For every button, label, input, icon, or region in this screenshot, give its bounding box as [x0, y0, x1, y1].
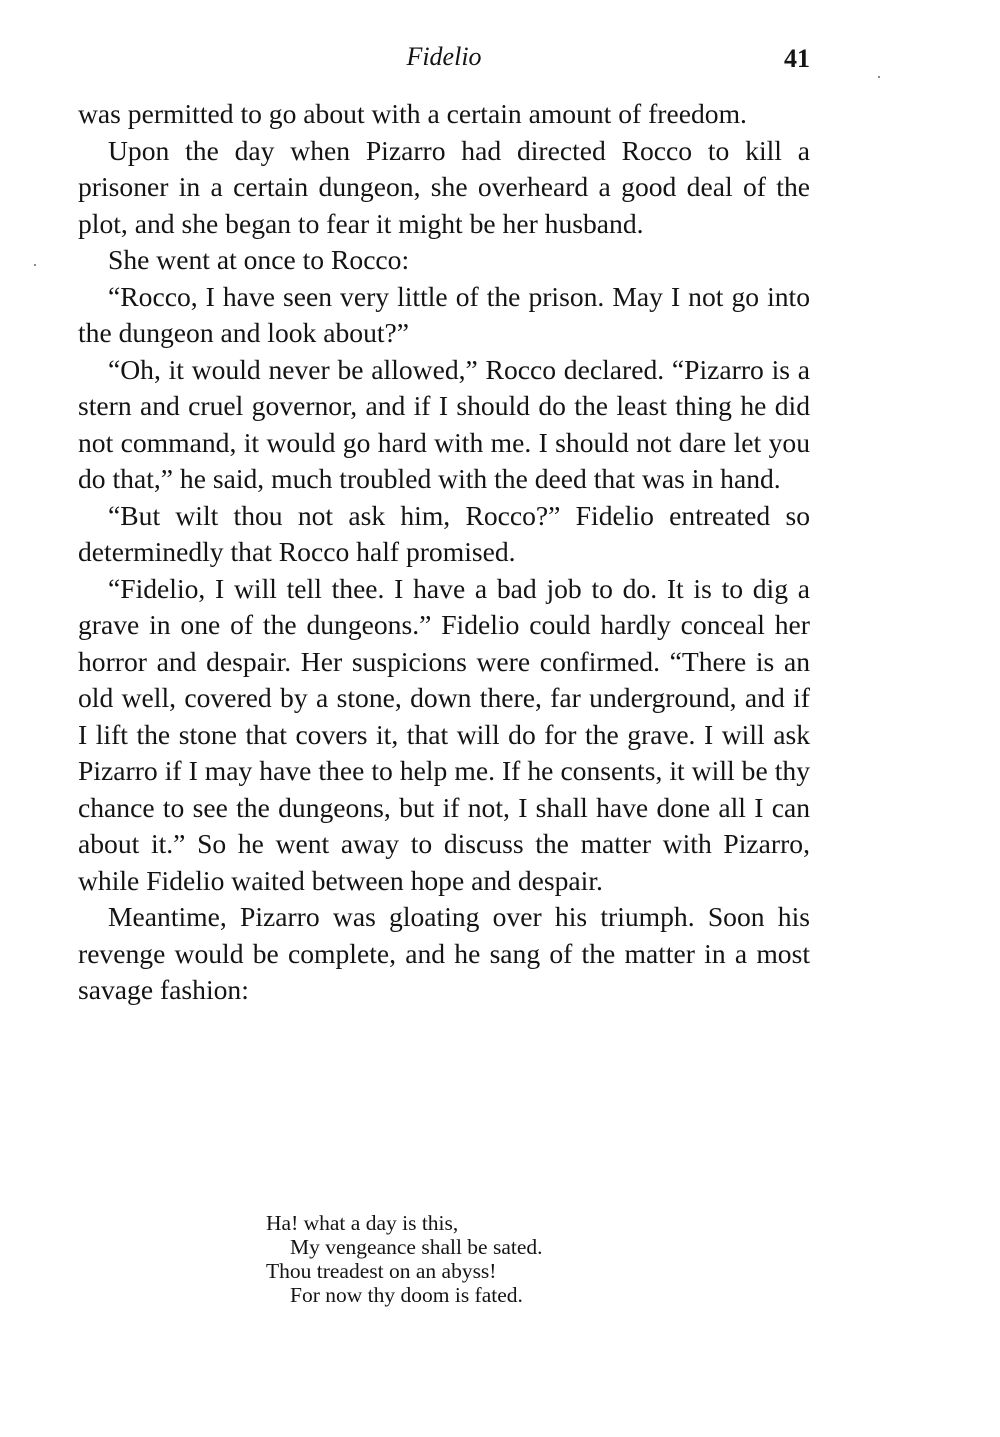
paragraph: “Oh, it would never be allowed,” Rocco declared. “Pizarro is a stern and cruel governor, and if I should do the least thing he did not command, it would go hard with me. I should not dare let you do that,” he said, much troubled with the deed that was in hand.	[78, 353, 810, 494]
page-number: 41	[784, 44, 810, 73]
paragraph: “But wilt thou not ask him, Rocco?” Fidelio entreated so determinedly that Rocco half promised.	[78, 499, 810, 567]
paragraph: Upon the day when Pizarro had directed Rocco to kill a prisoner in a certain dungeon, she overheard a good deal of the plot, and she began to fear it might be her husband.	[78, 134, 810, 239]
scan-speck	[878, 76, 880, 78]
paragraph: Meantime, Pizarro was gloating over his triumph. Soon his revenge would be complete, and he sang of the matter in a most savage fashion:	[78, 901, 810, 1005]
paragraph-continuation: was permitted to go about with a certain amount of freedom.	[78, 98, 747, 129]
paragraph: “Rocco, I have seen very little of the prison. May I not go into the dungeon and look about?”	[78, 280, 810, 348]
verse-line: For now thy doom is fated.	[290, 1283, 523, 1307]
body-text	[78, 96, 810, 1009]
page-header	[78, 40, 810, 76]
verse-line: My vengeance shall be sated.	[290, 1235, 543, 1259]
scan-speck	[34, 264, 36, 266]
verse-line: Thou treadest on an abyss!	[266, 1259, 497, 1283]
paragraph: “Fidelio, I will tell thee. I have a bad job to do. It is to dig a grave in one of the dungeons.” Fidelio could hardly conceal her horror and despair. Her suspicions were confirmed. “There is an old well, covered by a stone, down there, far underground, and if I lift the stone that covers it, that will do for the grave. I will ask Pizarro if I may have thee to help me. If he consents, it will be thy chance to see the dungeons, but if not, I shall have done all I can about it.” So he went away to discuss the matter with Pizarro, while Fidelio waited between hope and despair.	[78, 572, 810, 896]
running-title: Fidelio	[406, 42, 482, 71]
verse-line: Ha! what a day is this,	[266, 1211, 459, 1235]
paragraph: She went at once to Rocco:	[108, 244, 410, 275]
verse-quotation	[266, 1211, 686, 1307]
